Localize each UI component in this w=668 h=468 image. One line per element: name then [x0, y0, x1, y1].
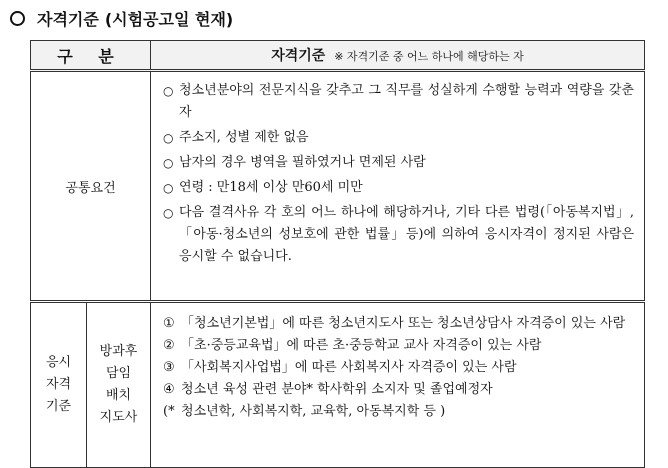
common-requirements-list — [151, 71, 645, 302]
list-item — [163, 313, 634, 335]
heading-subtitle: (시험공고일 현재) — [104, 9, 234, 29]
credential-list — [151, 302, 645, 468]
qualification-table — [30, 40, 645, 468]
section-heading — [10, 6, 233, 30]
table-header-row — [31, 41, 645, 71]
list-bullet: ○ — [163, 206, 174, 220]
list-number: ① — [163, 316, 175, 331]
list-item — [163, 127, 634, 149]
list-item — [163, 401, 634, 423]
credential-sub-label — [87, 302, 151, 468]
list-text: 다음 결격사유 각 호의 어느 하나에 해당하거나, 기타 다른 법령(「아동복지법」,「아동·청소년의 성보호에 관한 법률」등)에 의하여 응시자격이 정지된 사람은 응시할 수 없습니다. — [179, 205, 635, 264]
list-item — [163, 379, 634, 401]
list-text: 주소지, 성별 제한 없음 — [179, 130, 309, 145]
list-text: 「초·중등교육법」에 따른 초·중등학교 교사 자격증이 있는 사람 — [181, 338, 542, 353]
header-category: 구 분 — [31, 41, 151, 71]
header-criteria-label: 자격기준 — [271, 48, 326, 64]
list-bullet: ○ — [163, 131, 174, 145]
label-line: 자격 — [45, 377, 72, 392]
list-number: (* — [163, 404, 175, 419]
list-number: ④ — [163, 382, 175, 397]
list-bullet: ○ — [163, 156, 174, 170]
circle-bullet-icon — [10, 11, 25, 26]
common-requirements-label: 공통요건 — [31, 71, 151, 302]
label-line: 응시 — [45, 355, 72, 370]
list-item — [163, 335, 634, 357]
credential-row — [31, 302, 645, 468]
list-text: 청소년 육성 관련 분야* 학사학위 소지자 및 졸업예정자 — [181, 382, 493, 397]
label-line: 담임 — [105, 366, 132, 381]
list-item — [163, 202, 634, 268]
list-number: ③ — [163, 360, 175, 375]
header-criteria — [151, 41, 645, 71]
list-text: 「사회복지사업법」에 따른 사회복지사 자격증이 있는 사람 — [181, 360, 517, 375]
heading-title: 자격기준 — [37, 9, 99, 29]
label-line: 지도사 — [99, 410, 138, 425]
list-text: 남자의 경우 병역을 필하였거나 면제된 사람 — [179, 155, 426, 170]
header-criteria-note: ※ 자격기준 중 어느 하나에 해당하는 자 — [334, 50, 524, 63]
credential-group-label — [31, 302, 87, 468]
common-requirements-row — [31, 71, 645, 302]
list-text: 청소년분야의 전문지식을 갖추고 그 직무를 성실하게 수행할 능력과 역량을 갖춘 자 — [179, 83, 635, 120]
list-text: 「청소년기본법」에 따른 청소년지도사 또는 청소년상담사 자격증이 있는 사람 — [181, 316, 626, 331]
list-item — [163, 80, 634, 124]
label-line: 배치 — [105, 388, 132, 403]
list-item — [163, 357, 634, 379]
list-item — [163, 152, 634, 174]
list-text: 청소년학, 사회복지학, 교육학, 아동복지학 등 ) — [181, 404, 446, 419]
label-line: 방과후 — [99, 344, 138, 359]
list-text: 연령 : 만18세 이상 만60세 미만 — [179, 180, 363, 195]
list-item — [163, 177, 634, 199]
list-bullet: ○ — [163, 181, 174, 195]
list-number: ② — [163, 338, 175, 353]
label-line: 기준 — [45, 399, 72, 414]
list-bullet: ○ — [163, 84, 174, 98]
